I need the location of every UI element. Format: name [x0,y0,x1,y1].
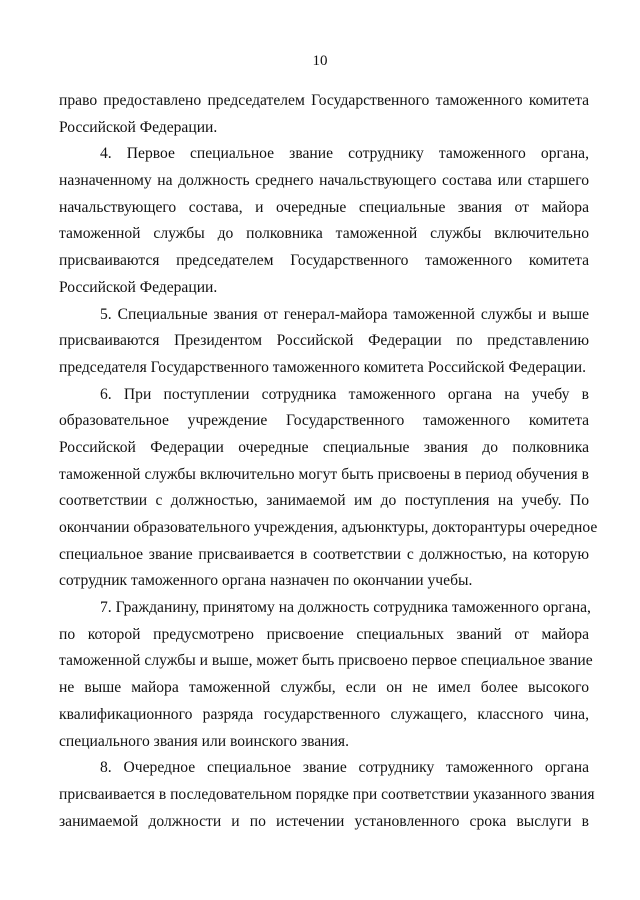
paragraph-4-line: 4. Первое специальное звание сотруднику таможенного органа, [100,145,589,163]
paragraph-6-line: окончании образовательного учреждения, адъюнктуры, докторантуры очередное [59,519,598,536]
paragraph-4-line: Российской Федерации. [59,278,218,296]
paragraph-8-line: занимаемой должности и по истечении установленного срока выслуги в [59,812,589,830]
paragraph-7-line: специального звания или воинского звания. [59,732,349,750]
paragraph-6-line: сотрудник таможенного органа назначен по окончании учебы. [59,572,473,590]
paragraph-6-line: таможенной службы включительно могут быть присвоены в период обучения в [59,465,589,483]
paragraph-6-line: 6. При поступлении сотрудника таможенного органа на учебу в [100,385,589,403]
paragraph-4-line: таможенной службы до полковника таможенной службы включительно [59,225,589,243]
paragraph-4-line: назначенному на должность среднего начальствующего состава или старшего [59,172,589,190]
page-number: 10 [312,53,328,69]
paragraph-5-line: присваиваются Президентом Российской Федерации по представлению [59,332,589,350]
paragraph-6-line: соответствии с должностью, занимаемой им до поступления на учебу. По [59,492,589,510]
paragraph-8-line: 8. Очередное специальное звание сотруднику таможенного органа [100,759,589,777]
paragraph-8-line: присваивается в последовательном порядке при соответствии указанного звания [59,785,595,803]
paragraph-6-line: образовательное учреждение Государственного таможенного комитета [59,412,589,430]
paragraph-4-line: присваиваются председателем Государственного таможенного комитета [59,252,589,270]
paragraph-6-line: Российской Федерации очередные специальные звания до полковника [59,438,589,456]
document-body [59,88,598,835]
paragraph-6-line: специальное звание присваивается в соответствии с должностью, на которую [59,545,589,563]
paragraph-continued-line: Российской Федерации. [59,118,218,136]
paragraph-5-line: 5. Специальные звания от генерал-майора таможенной службы и выше [100,305,589,323]
paragraph-7-line: по которой предусмотрено присвоение специальных званий от майора [59,625,589,643]
paragraph-4-line: начальствующего состава, и очередные специальные звания от майора [59,198,589,216]
paragraph-continued-line: право предоставлено председателем Государственного таможенного комитета [59,92,589,109]
paragraph-5-line: председателя Государственного таможенного комитета Российской Федерации. [59,358,587,376]
paragraph-7-line: квалификационного разряда государственного служащего, классного чина, [59,705,589,723]
paragraph-7-line: 7. Гражданину, принятому на должность сотрудника таможенного органа, [100,599,591,617]
paragraph-7-line: таможенной службы и выше, может быть присвоено первое специальное звание [59,652,593,670]
paragraph-7-line: не выше майора таможенной службы, если он не имел более высокого [59,679,589,697]
